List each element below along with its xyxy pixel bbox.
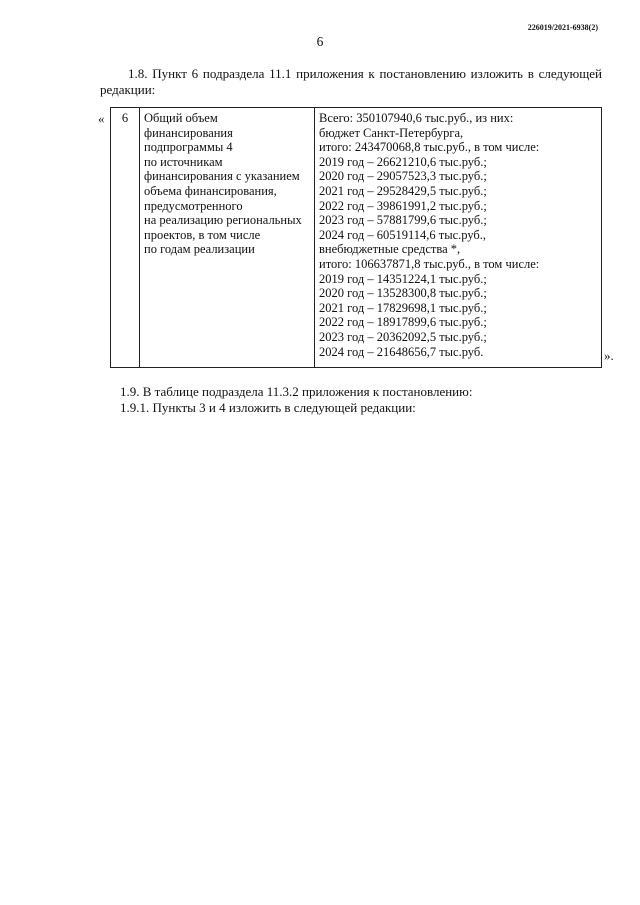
row-number-cell: 6 <box>111 108 140 368</box>
value-line: итого: 243470068,8 тыс.руб., в том числе: <box>319 140 540 155</box>
value-line: внебюджетные средства *, <box>319 242 461 257</box>
name-line: на реализацию региональных <box>144 213 302 228</box>
value-line: 2019 год – 14351224,1 тыс.руб.; <box>319 271 487 286</box>
value-line: бюджет Санкт-Петербурга, <box>319 125 464 140</box>
value-line: 2020 год – 29057523,3 тыс.руб.; <box>319 169 487 184</box>
name-line: финансирования <box>144 125 233 140</box>
paragraph-1-9: 1.9. В таблице подраздела 11.3.2 приложения к постановлению: <box>120 384 473 399</box>
page-number: 6 <box>316 34 324 49</box>
row-name-cell <box>140 108 315 368</box>
value-line: итого: 106637871,8 тыс.руб., в том числе: <box>319 256 540 271</box>
value-line: 2023 год – 57881799,6 тыс.руб.; <box>319 213 487 228</box>
document-id: 226019/2021-6938(2) <box>527 23 598 32</box>
value-line: 2024 год – 21648656,7 тыс.руб. <box>319 344 484 359</box>
paragraph-1-8: 1.8. Пункт 6 подраздела 11.1 приложения к постановлению изложить в следующей редакции: <box>100 66 602 97</box>
name-line: предусмотренного <box>144 198 243 213</box>
value-line: 2022 год – 18917899,6 тыс.руб.; <box>319 315 487 330</box>
row-value-cell <box>315 108 602 368</box>
name-line: проектов, в том числе <box>144 227 261 242</box>
name-line: подпрограммы 4 <box>144 140 233 155</box>
value-line: 2020 год – 13528300,8 тыс.руб.; <box>319 286 487 301</box>
paragraph-1-9-1: 1.9.1. Пункты 3 и 4 изложить в следующей редакции: <box>120 400 416 415</box>
name-line: объема финансирования, <box>144 183 277 198</box>
name-line: финансирования с указанием <box>144 169 300 184</box>
name-line: по источникам <box>144 154 223 169</box>
name-line: по годам реализации <box>144 242 255 257</box>
value-line: 2019 год – 26621210,6 тыс.руб.; <box>319 154 487 169</box>
name-line: Общий объем <box>144 111 218 125</box>
table-row <box>111 108 602 368</box>
financing-table <box>110 107 602 368</box>
value-line: 2021 год – 29528429,5 тыс.руб.; <box>319 183 487 198</box>
opening-quote: « <box>98 111 105 126</box>
value-line: 2024 год – 60519114,6 тыс.руб., <box>319 227 487 242</box>
closing-quote: ». <box>604 348 614 363</box>
value-line: Всего: 350107940,6 тыс.руб., из них: <box>319 111 514 125</box>
value-line: 2021 год – 17829698,1 тыс.руб.; <box>319 300 487 315</box>
value-line: 2022 год – 39861991,2 тыс.руб.; <box>319 198 487 213</box>
value-line: 2023 год – 20362092,5 тыс.руб.; <box>319 329 487 344</box>
